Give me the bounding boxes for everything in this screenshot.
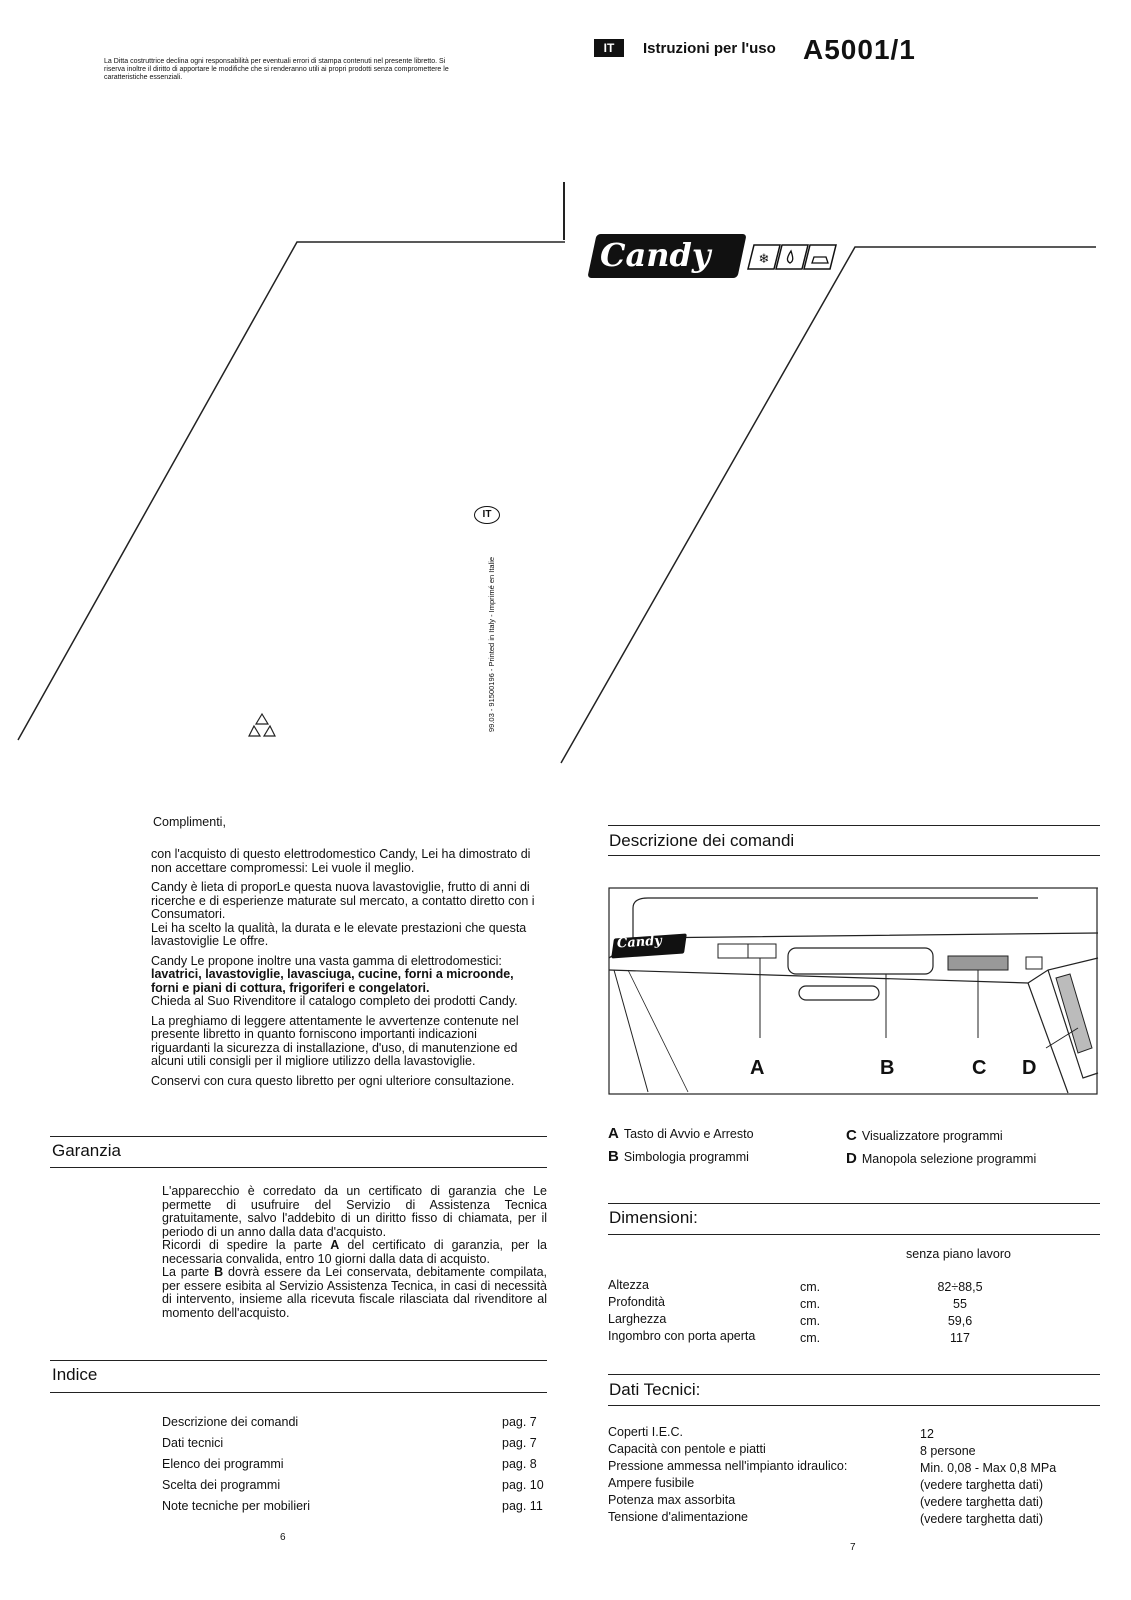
garanzia-paragraph	[162, 1266, 547, 1320]
dim-value: 82÷88,5	[937, 1280, 983, 1294]
candy-logo-text: Candy	[600, 236, 711, 274]
dimensioni-column-header: senza piano lavoro	[906, 1247, 1011, 1261]
callout-b: B	[880, 1057, 895, 1079]
legend-item-c	[846, 1127, 1003, 1144]
dati-label: Coperti I.E.C.	[608, 1425, 684, 1439]
country-mark: IT	[474, 506, 500, 524]
garanzia-paragraph	[162, 1239, 547, 1266]
garanzia-rule-bottom	[50, 1167, 547, 1168]
index-entry-label[interactable]: Descrizione dei comandi	[162, 1415, 299, 1429]
legend-letter: D	[846, 1150, 857, 1167]
garanzia-part-letter: A	[330, 1238, 340, 1252]
dim-value: 59,6	[947, 1314, 973, 1328]
dati-label: Tensione d'alimentazione	[608, 1510, 748, 1524]
callout-d: D	[1022, 1057, 1037, 1079]
legend-letter: B	[608, 1148, 619, 1165]
legend-text: Simbologia programmi	[623, 1150, 749, 1164]
garanzia-paragraph: L'apparecchio è corredato da un certificato di garanzia che Le permette di usufruire del Servizio di Assistenza Tecnica gratuitamente, salvo l'addebito di un diritto fisso di chiamata, per il periodo di un anno dalla data d'acquisto.	[162, 1184, 547, 1239]
legend-letter: C	[846, 1127, 857, 1144]
dati-title: Dati Tecnici:	[609, 1380, 701, 1399]
intro-paragraph: Candy Le propone inoltre una vasta gamma di elettrodomestici:	[151, 953, 502, 968]
dim-value: 55	[953, 1297, 967, 1311]
dati-value: 8 persone	[920, 1444, 976, 1458]
comandi-rule-top	[608, 825, 1100, 826]
dimensioni-rule-top	[608, 1203, 1100, 1204]
dim-label: Altezza	[608, 1278, 649, 1292]
language-badge: IT	[594, 39, 624, 57]
intro-product-list: lavatrici, lavastoviglie, lavasciuga, cucine, forni a microonde, forni e piani di cottura, frigoriferi e congelatori.	[151, 967, 514, 995]
intro-paragraph: Candy è lieta di proporLe questa nuova lavastoviglie, frutto di anni di ricerche e di esperienze maturate sul mercato, a contatto diretto con i Consumatori.	[151, 880, 535, 921]
index-entry-page: pag. 7	[502, 1415, 537, 1429]
comandi-title: Descrizione dei comandi	[609, 831, 795, 850]
program-symbols-icon	[744, 244, 844, 270]
index-entry-page: pag. 10	[502, 1478, 544, 1492]
greeting: Complimenti,	[153, 815, 226, 829]
indice-rule-top	[50, 1360, 547, 1361]
legend-text: Manopola selezione programmi	[861, 1152, 1037, 1166]
index-entry-label[interactable]: Dati tecnici	[162, 1436, 224, 1450]
dati-rule-top	[608, 1374, 1100, 1375]
index-entry-page: pag. 7	[502, 1436, 537, 1450]
garanzia-part-letter: B	[214, 1265, 224, 1279]
intro-paragraph: con l'acquisto di questo elettrodomestico Candy, Lei ha dimostrato di non accettare compromessi: Lei vuole il meglio.	[151, 847, 531, 875]
callout-c: C	[972, 1057, 987, 1079]
garanzia-text-part: La parte	[162, 1265, 215, 1279]
garanzia-text-part: Ricordi di spedire la parte	[162, 1238, 331, 1252]
garanzia-rule-top	[50, 1136, 547, 1137]
legend-item-b	[608, 1148, 749, 1165]
disclaimer: La Ditta costruttrice declina ogni responsabilità per eventuali errori di stampa contenuti nel presente libretto. Si riserva inoltre il diritto di apportare le modifiche che si renderanno utili ai propri prodotti senza compromettere le caratteristiche essenziali.	[104, 58, 449, 81]
page-number-left: 6	[280, 1532, 286, 1543]
header-label: Istruzioni per l'uso	[643, 40, 776, 57]
dati-label: Ampere fusibile	[608, 1476, 695, 1490]
garanzia-text-part: del certificato di garanzia, per la necessaria convalida, entro 10 giorni dalla data di acquisto.	[162, 1238, 547, 1266]
index-entry-page: pag. 11	[502, 1499, 543, 1513]
dim-value: 117	[950, 1331, 970, 1345]
model-number: A5001/1	[803, 34, 916, 65]
dim-unit: cm.	[800, 1280, 821, 1294]
index-entry-label[interactable]: Scelta dei programmi	[162, 1478, 281, 1492]
dim-label: Profondità	[608, 1295, 665, 1309]
intro-paragraph: Lei ha scelto la qualità, la durata e le elevate prestazioni che questa lavastoviglie Le offre.	[151, 920, 527, 948]
callout-a: A	[750, 1057, 765, 1079]
dati-value: Min. 0,08 - Max 0,8 MPa	[920, 1461, 1057, 1475]
legend-text: Visualizzatore programmi	[861, 1129, 1003, 1143]
indice-title: Indice	[52, 1365, 98, 1384]
dim-unit: cm.	[800, 1297, 821, 1311]
intro-paragraph: Conservi con cura questo libretto per ogni ulteriore consultazione.	[151, 1073, 515, 1088]
page-number-right: 7	[850, 1542, 856, 1553]
intro-text	[151, 848, 538, 1088]
cover-frame	[0, 0, 1131, 780]
intro-paragraph: La preghiamo di leggere attentamente le avvertenze contenute nel presente libretto in quanto forniscono importanti indicazioni riguardanti la sicurezza di installazione, d'uso, di manutenzione ed alcuni utili consigli per il migliore utilizzo della lavastoviglie.	[151, 1013, 519, 1068]
print-code: 99.03 - 91500196 - Printed in Italy - Imprimé en Italie	[487, 556, 496, 732]
garanzia-text-part: dovrà essere da Lei conservata, debitamente compilata, per essere esibita al Servizio Assistenza Tecnica, in casi di necessità di intervento, insieme alla ricevuta fiscale rilasciata dal rivenditore al momento dell'acquisto.	[162, 1265, 547, 1320]
dim-label: Ingombro con porta aperta	[608, 1329, 756, 1343]
dimensioni-title: Dimensioni:	[609, 1208, 698, 1227]
dati-label: Capacità con pentole e piatti	[608, 1442, 766, 1456]
indice-rule-bottom	[50, 1392, 547, 1393]
svg-text:❄: ❄	[758, 252, 770, 267]
index-entry-label[interactable]: Elenco dei programmi	[162, 1457, 284, 1471]
dimensioni-rule-bottom	[608, 1234, 1100, 1235]
garanzia-text	[162, 1185, 547, 1320]
dati-label: Potenza max assorbita	[608, 1493, 736, 1507]
dati-value: (vedere targhetta dati)	[920, 1478, 1043, 1492]
legend-item-a	[608, 1125, 754, 1142]
dati-rule-bottom	[608, 1405, 1100, 1406]
dati-label: Pressione ammessa nell'impianto idraulico:	[608, 1459, 848, 1473]
recycle-icon	[248, 712, 276, 738]
dati-value: 12	[920, 1427, 934, 1441]
legend-item-d	[846, 1150, 1036, 1167]
panel-logo-text: Candy	[616, 933, 663, 952]
legend-text: Tasto di Avvio e Arresto	[623, 1127, 754, 1141]
dim-unit: cm.	[800, 1331, 821, 1345]
comandi-rule-bottom	[608, 855, 1100, 856]
dati-value: (vedere targhetta dati)	[920, 1512, 1043, 1526]
index-entry-label[interactable]: Note tecniche per mobilieri	[162, 1499, 310, 1513]
intro-paragraph: Chieda al Suo Rivenditore il catalogo completo dei prodotti Candy.	[151, 994, 518, 1008]
dim-unit: cm.	[800, 1314, 821, 1328]
legend-letter: A	[608, 1125, 619, 1142]
garanzia-title: Garanzia	[52, 1141, 121, 1160]
index-entry-page: pag. 8	[502, 1457, 537, 1471]
dati-value: (vedere targhetta dati)	[920, 1495, 1043, 1509]
dim-label: Larghezza	[608, 1312, 667, 1326]
